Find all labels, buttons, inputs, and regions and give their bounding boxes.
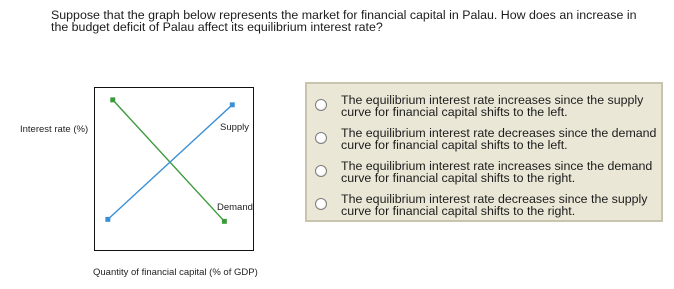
answer-option-2[interactable] (307, 121, 661, 153)
demand-start-point (110, 97, 115, 102)
demand-end-point (222, 219, 227, 224)
supply-start-point (105, 217, 110, 222)
graph-svg (95, 88, 253, 250)
demand-curve (113, 100, 225, 221)
supply-demand-graph (94, 87, 254, 251)
radio-button-1[interactable] (315, 99, 327, 111)
answer-option-3[interactable] (307, 154, 661, 186)
demand-label: Demand (217, 202, 253, 213)
question-text: Suppose that the graph below represents the market for financial capital in Palau. How does an increase in the budget deficit of Palau affect its equilibrium interest rate? (51, 8, 637, 34)
radio-button-4[interactable] (315, 198, 327, 210)
answer-option-text: The equilibrium interest rate increases since the supply curve for financial capital shifts to the left. (341, 93, 644, 119)
x-axis-label: Quantity of financial capital (% of GDP) (93, 267, 258, 278)
supply-label: Supply (220, 122, 250, 133)
answer-options-panel (305, 82, 663, 222)
answer-option-text: The equilibrium interest rate increases since the demand curve for financial capital shifts to the right. (341, 159, 653, 185)
answer-option-4[interactable] (307, 187, 661, 219)
radio-button-2[interactable] (315, 132, 327, 144)
answer-option-1[interactable] (307, 88, 661, 120)
radio-button-3[interactable] (315, 165, 327, 177)
supply-end-point (230, 102, 235, 107)
y-axis-label: Interest rate (%) (20, 124, 89, 135)
supply-curve (108, 105, 232, 220)
answer-option-text: The equilibrium interest rate decreases since the supply curve for financial capital shifts to the right. (341, 192, 648, 218)
answer-option-text: The equilibrium interest rate decreases since the demand curve for financial capital shifts to the left. (341, 126, 657, 152)
